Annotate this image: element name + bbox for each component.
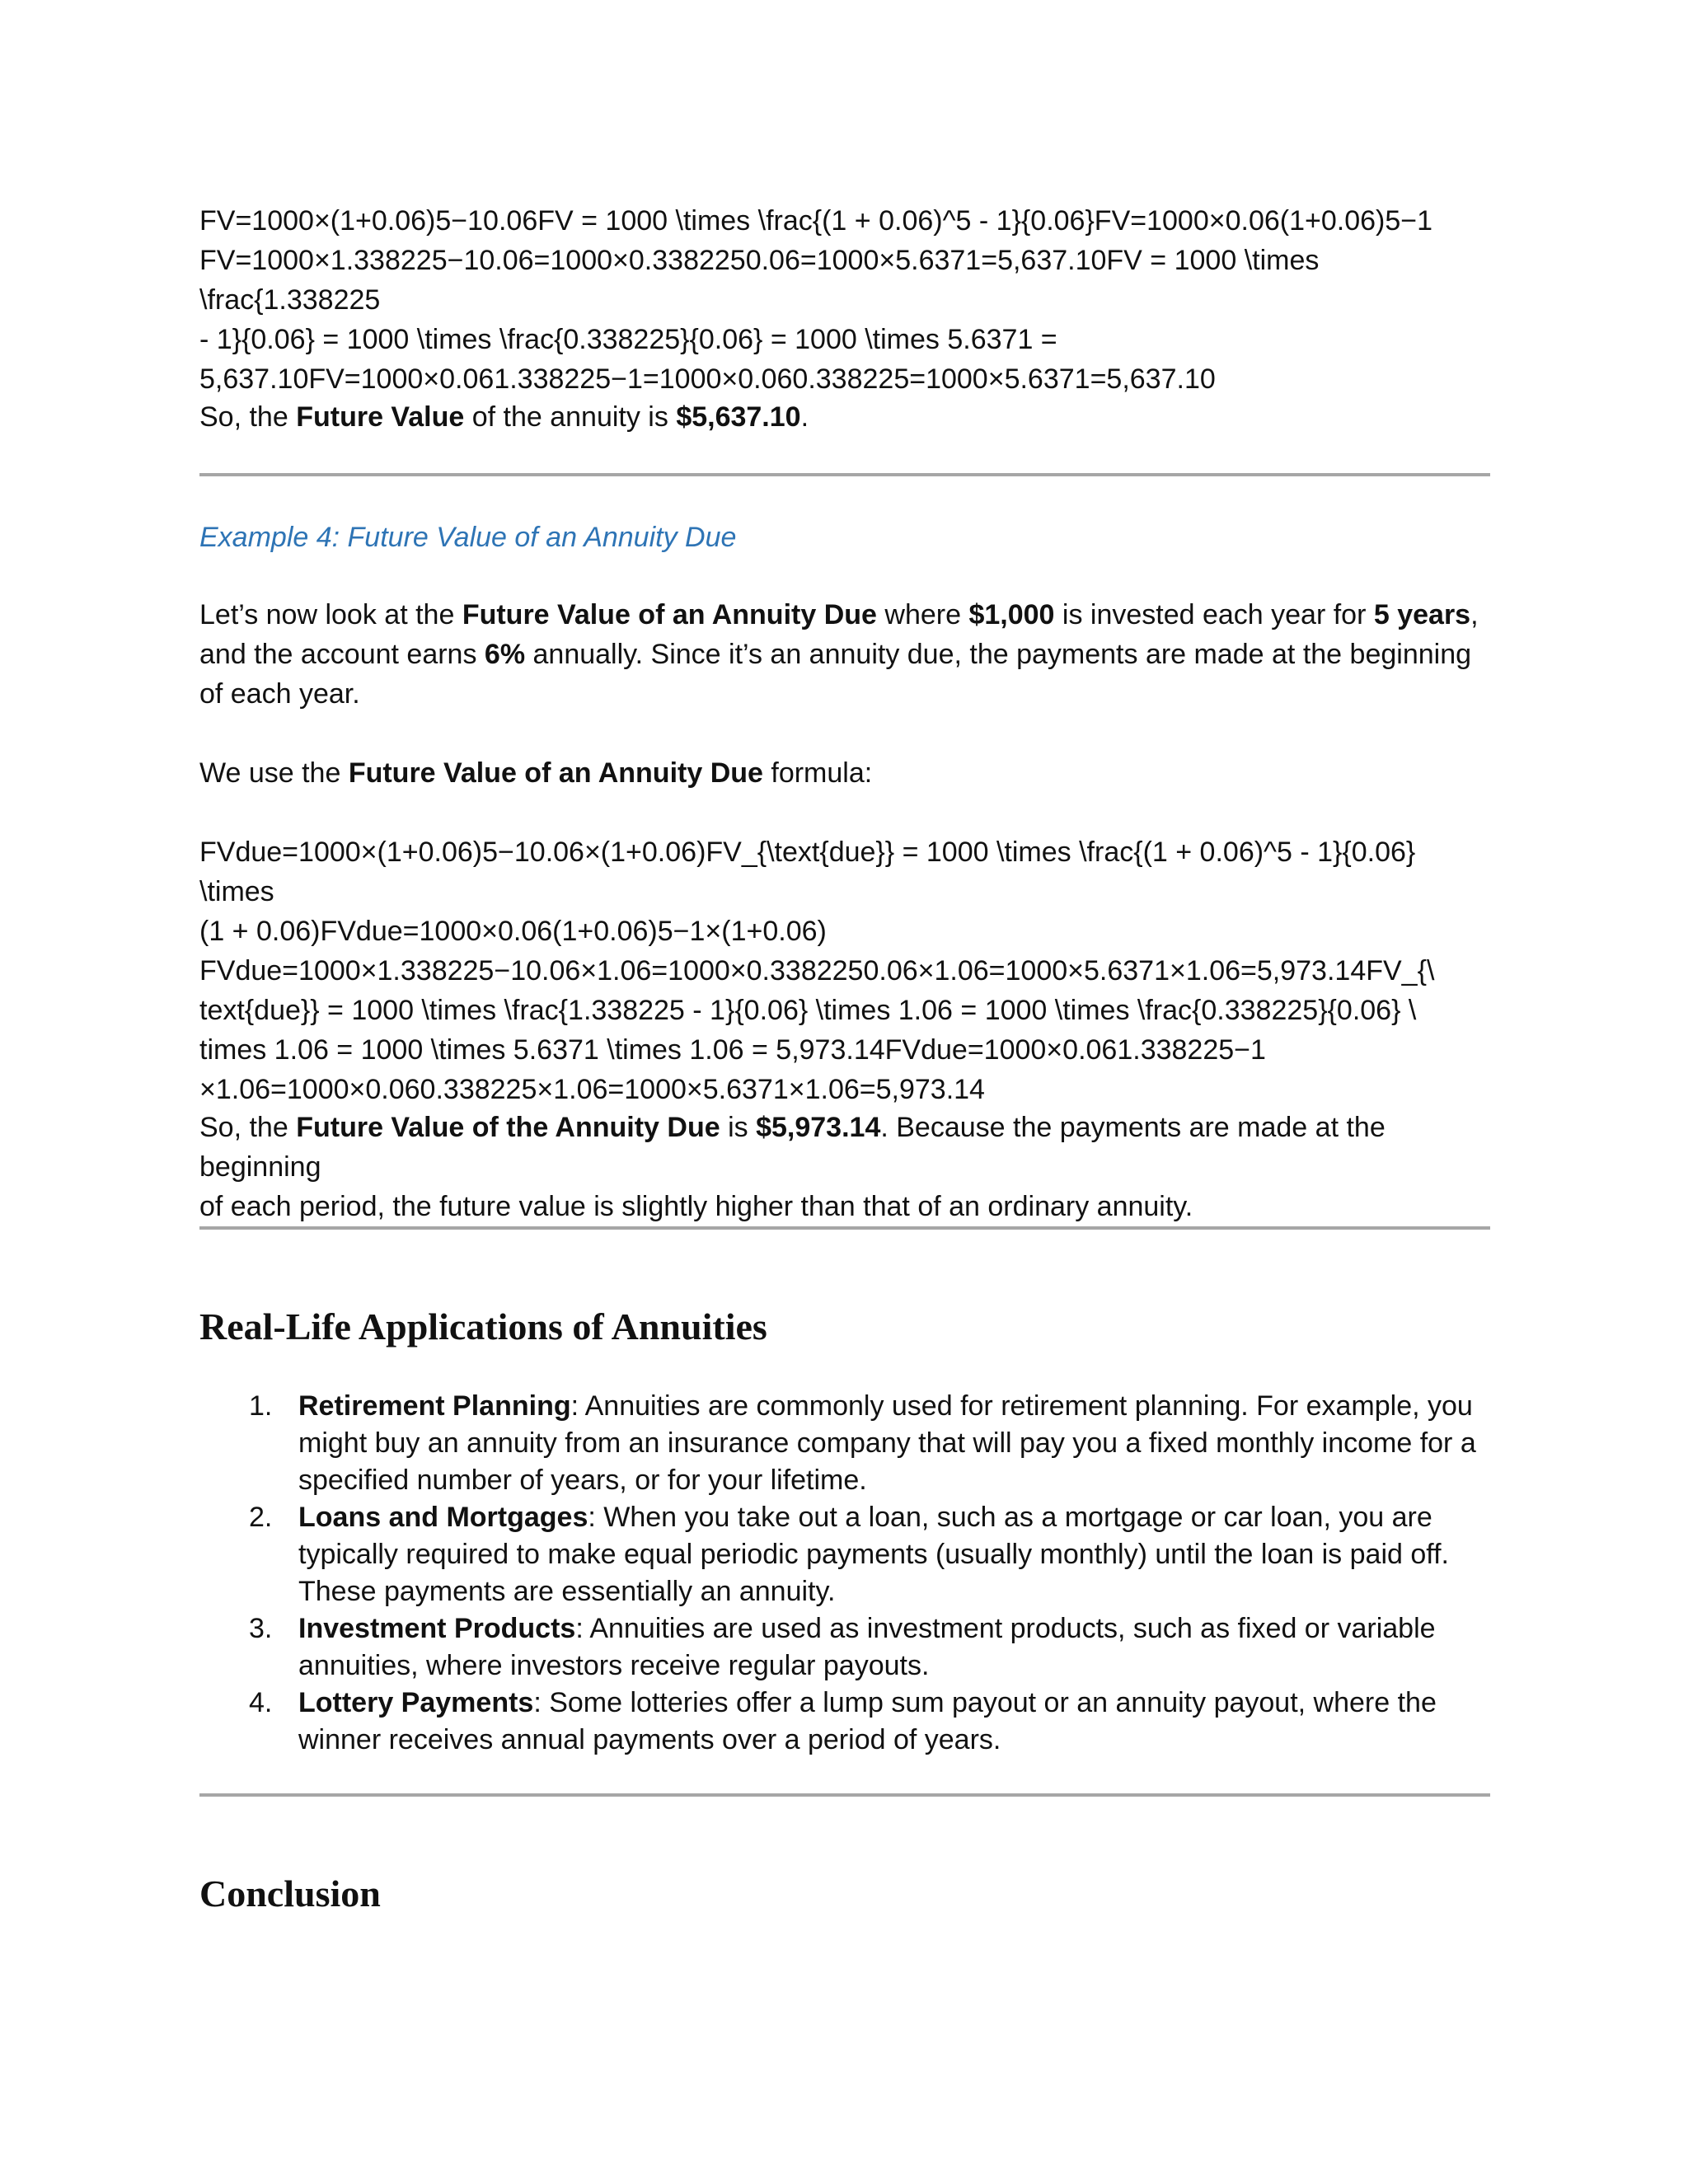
text-run: . (800, 401, 809, 433)
example4-heading-block (199, 518, 1490, 557)
bold-run: Future Value of an Annuity Due (462, 599, 877, 630)
applications-heading-block (199, 1304, 1490, 1350)
list-item (199, 1388, 1490, 1499)
text-run: annuities, where investors receive regular payouts. (298, 1650, 930, 1681)
bold-run: $5,973.14 (756, 1112, 881, 1143)
formula-line: (1 + 0.06)FVdue=1000×0.06(1+0.06)5−1×(1+0.06) (199, 916, 827, 947)
formula-line: FVdue=1000×1.338225−10.06×1.06=1000×0.3382250.06×1.06=1000×5.6371×1.06=5,973.14FV_{\ (199, 955, 1435, 987)
formula-line: text{due}} = 1000 \times \frac{1.338225 - 1}{0.06} \times 1.06 = 1000 \times \frac{0.338225}{0.06} \ (199, 995, 1417, 1026)
list-number: 4. (249, 1687, 273, 1718)
text-run: formula: (762, 757, 873, 789)
horizontal-rule (199, 473, 1490, 476)
bold-run: Future Value of an Annuity Due (348, 757, 763, 789)
bold-run: 5 years (1373, 599, 1471, 630)
applications-list-block (199, 1388, 1490, 1759)
example4-formula-intro (199, 753, 1490, 793)
text-run: is invested each year for (1054, 599, 1374, 630)
text-run: We use the (199, 757, 349, 789)
list-item (199, 1685, 1490, 1759)
bold-run: Future Value of the Annuity Due (296, 1112, 720, 1143)
text-run: is (720, 1112, 757, 1143)
text-run: So, the (199, 1112, 297, 1143)
applications-list (199, 1388, 1490, 1759)
text-line: of each year. (199, 678, 360, 710)
text-line: of each period, the future value is slightly higher than that of an ordinary annuity. (199, 1191, 1193, 1222)
bold-run: $5,637.10 (676, 401, 801, 433)
bold-run: Future Value (296, 401, 465, 433)
example4-intro (199, 595, 1490, 714)
example3-conclusion (199, 397, 1490, 437)
section-heading: Conclusion (199, 1872, 381, 1915)
horizontal-rule (199, 1793, 1490, 1797)
formula-line: FV=1000×(1+0.06)5−10.06FV = 1000 \times \frac{(1 + 0.06)^5 - 1}{0.06}FV=1000×0.06(1+0.06)5−1 (199, 205, 1433, 237)
list-number: 2. (249, 1502, 273, 1533)
text-run: annually. Since it’s an annuity due, the payments are made at the beginning (525, 639, 1472, 670)
text-run: : Annuities are commonly used for retirement planning. For example, you (570, 1390, 1473, 1422)
example4-formula-block (199, 832, 1490, 1109)
formula-line: FV=1000×1.338225−10.06=1000×0.3382250.06=1000×5.6371=5,637.10FV = 1000 \times \frac{1.338225 (199, 245, 1320, 316)
horizontal-rule (199, 1226, 1490, 1230)
conclusion-heading-block (199, 1871, 1490, 1917)
example3-formula-block (199, 201, 1490, 399)
text-run: might buy an annuity from an insurance company that will pay you a fixed monthly income for a (298, 1427, 1476, 1459)
bold-run: $1,000 (968, 599, 1055, 630)
text-run: : Annuities are used as investment products, such as fixed or variable (575, 1613, 1436, 1644)
text-run: specified number of years, or for your lifetime. (298, 1465, 867, 1496)
formula-line: - 1}{0.06} = 1000 \times \frac{0.338225}{0.06} = 1000 \times 5.6371 = (199, 324, 1057, 355)
text-run: , (1470, 599, 1479, 630)
text-run: So, the (199, 401, 297, 433)
example4-conclusion (199, 1108, 1490, 1226)
list-item (199, 1499, 1490, 1610)
text-run: where (876, 599, 969, 630)
text-run: . Because the payments are made at the beginning (199, 1112, 1386, 1183)
text-run: Let’s now look at the (199, 599, 462, 630)
list-item-title: Investment Products (298, 1613, 576, 1644)
text-run: These payments are essentially an annuity. (298, 1576, 836, 1607)
section-heading: Real-Life Applications of Annuities (199, 1305, 767, 1347)
formula-line: times 1.06 = 1000 \times 5.6371 \times 1.06 = 5,973.14FVdue=1000×0.061.338225−1 (199, 1034, 1266, 1066)
bold-run: 6% (484, 639, 526, 670)
text-run: : When you take out a loan, such as a mortgage or car loan, you are (588, 1502, 1432, 1533)
example-heading: Example 4: Future Value of an Annuity Due (199, 522, 737, 553)
list-item-title: Retirement Planning (298, 1390, 571, 1422)
list-number: 3. (249, 1613, 273, 1644)
list-item (199, 1610, 1490, 1685)
text-run: of the annuity is (464, 401, 677, 433)
list-item-title: Loans and Mortgages (298, 1502, 588, 1533)
text-run: : Some lotteries offer a lump sum payout or an annuity payout, where the (533, 1687, 1437, 1718)
text-run: and the account earns (199, 639, 485, 670)
list-number: 1. (249, 1390, 273, 1422)
text-run: typically required to make equal periodic payments (usually monthly) until the loan is paid off. (298, 1539, 1449, 1570)
text-run: winner receives annual payments over a period of years. (298, 1724, 1001, 1755)
formula-line: FVdue=1000×(1+0.06)5−10.06×(1+0.06)FV_{\text{due}} = 1000 \times \frac{(1 + 0.06)^5 - 1}{0.06} \times (199, 837, 1416, 907)
formula-line: ×1.06=1000×0.060.338225×1.06=1000×5.6371×1.06=5,973.14 (199, 1074, 985, 1105)
list-item-title: Lottery Payments (298, 1687, 534, 1718)
formula-line: 5,637.10FV=1000×0.061.338225−1=1000×0.060.338225=1000×5.6371=5,637.10 (199, 363, 1216, 395)
